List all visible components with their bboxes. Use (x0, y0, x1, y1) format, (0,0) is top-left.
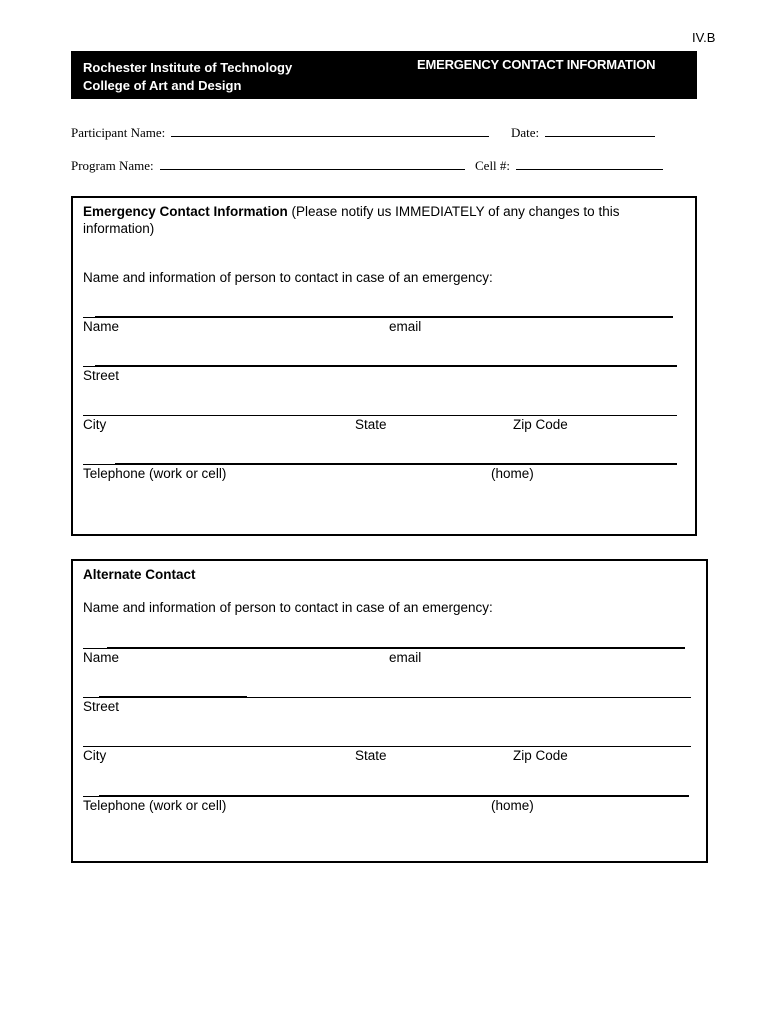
emergency-email-label: email (389, 319, 422, 334)
emergency-phone-underline (115, 463, 677, 465)
participant-name-row (71, 124, 489, 141)
alternate-home-label: (home) (491, 798, 534, 813)
alternate-name-email-underline (107, 647, 685, 649)
emergency-street-underline (95, 365, 677, 367)
emergency-phone-label: Telephone (work or cell) (83, 466, 227, 481)
emergency-city-state-zip-field[interactable] (83, 415, 677, 416)
alternate-state-label: State (355, 748, 387, 763)
cell-label: Cell #: (475, 158, 511, 173)
emergency-name-label: Name (83, 319, 120, 334)
institution-line-1: Rochester Institute of Technology (83, 60, 293, 75)
institution-line-2: College of Art and Design (83, 78, 242, 93)
program-name-field[interactable] (160, 157, 465, 170)
program-name-label: Program Name: (71, 158, 154, 173)
alternate-instruction: Name and information of person to contact in case of an emergency: (83, 600, 493, 615)
alternate-name-label: Name (83, 650, 120, 665)
program-name-row (71, 157, 465, 174)
alternate-phone-label: Telephone (work or cell) (83, 798, 227, 813)
date-row (511, 124, 655, 141)
alternate-street-label: Street (83, 699, 120, 714)
emergency-name-email-underline (95, 316, 673, 318)
alternate-contact-section (71, 559, 708, 863)
alternate-city-label: City (83, 748, 107, 763)
participant-name-field[interactable] (171, 124, 489, 137)
emergency-zip-label: Zip Code (513, 417, 568, 432)
alternate-email-label: email (389, 650, 422, 665)
emergency-state-label: State (355, 417, 387, 432)
participant-name-label: Participant Name: (71, 125, 166, 140)
document-code: IV.B (692, 30, 716, 45)
alternate-phone-underline (99, 795, 689, 797)
alternate-city-state-zip-field[interactable] (83, 746, 691, 747)
emergency-home-label: (home) (491, 466, 534, 481)
emergency-street-label: Street (83, 368, 120, 383)
cell-row (475, 157, 663, 174)
header-bar (71, 51, 697, 99)
date-label: Date: (511, 125, 540, 140)
emergency-city-label: City (83, 417, 107, 432)
emergency-contact-section (71, 196, 697, 536)
institution-name (83, 59, 292, 95)
alternate-heading (83, 567, 196, 582)
cell-field[interactable] (516, 157, 663, 170)
alternate-street-underline (99, 696, 247, 698)
date-field[interactable] (545, 124, 655, 137)
emergency-instruction: Name and information of person to contact in case of an emergency: (83, 270, 493, 285)
alternate-heading-text: Alternate Contact (83, 567, 196, 582)
emergency-note-1: (Please notify us IMMEDIATELY of any changes to this (291, 204, 620, 219)
emergency-heading-line (83, 204, 619, 219)
emergency-heading: Emergency Contact Information (83, 204, 288, 219)
form-title: EMERGENCY CONTACT INFORMATION (417, 57, 656, 72)
emergency-note-2: information) (83, 221, 155, 236)
alternate-zip-label: Zip Code (513, 748, 568, 763)
